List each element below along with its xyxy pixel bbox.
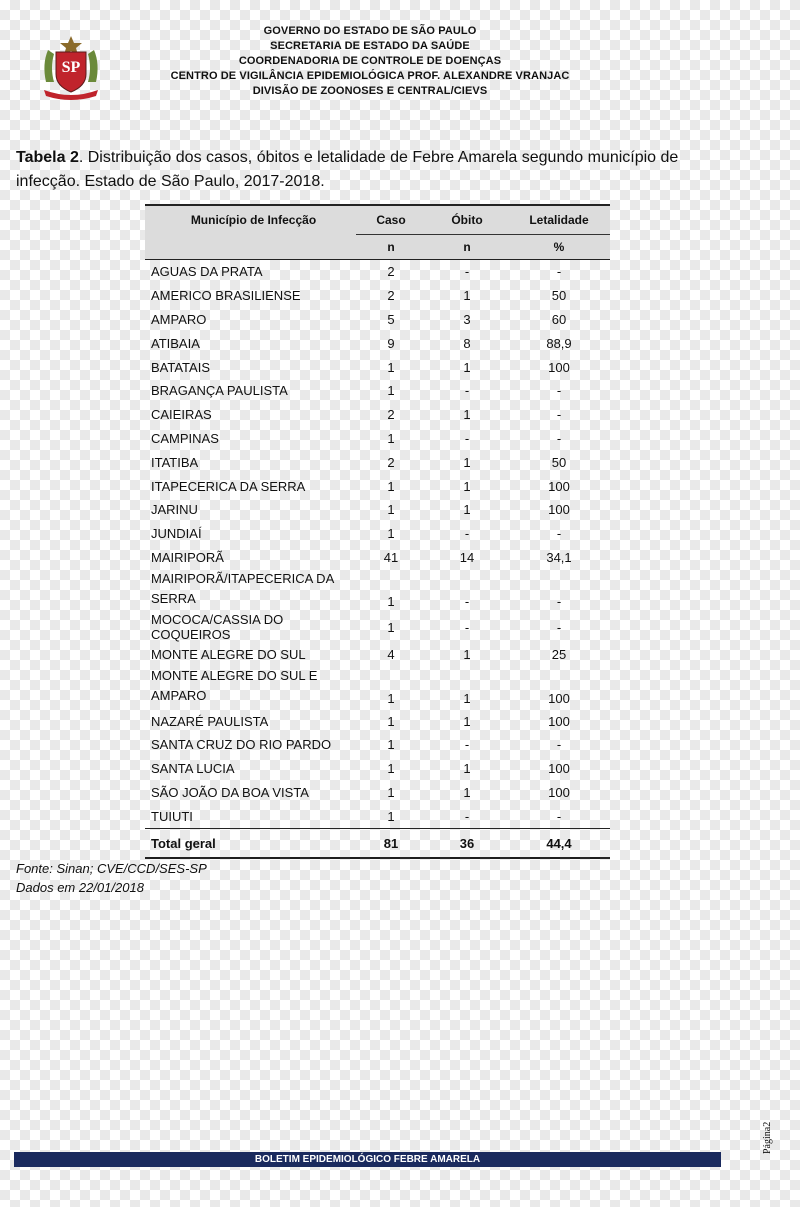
column-header-obito: Óbito (426, 205, 508, 235)
table-row (145, 498, 610, 522)
cell-letalidade: 100 (548, 713, 570, 729)
cell-letalidade: 100 (548, 478, 570, 494)
cell-municipio: ITATIBA (151, 454, 199, 470)
table-row (145, 474, 610, 498)
cell-caso: 1 (387, 737, 395, 753)
cell-municipio: TUIUTI (151, 808, 193, 824)
total-label: Total geral (145, 829, 356, 859)
table-row (145, 733, 610, 757)
cell-municipio: SANTA LUCIA (151, 761, 235, 777)
cell-municipio: NAZARÉ PAULISTA (151, 713, 269, 729)
cell-obito: 1 (463, 784, 471, 800)
table-row (145, 781, 610, 805)
cell-letalidade: - (556, 619, 562, 635)
header-line-2: SECRETARIA DE ESTADO DA SAÚDE (270, 40, 470, 52)
cell-caso: 1 (387, 619, 395, 635)
cell-letalidade: 25 (551, 646, 567, 662)
cell-obito: 1 (463, 646, 471, 662)
cell-obito: - (464, 808, 470, 824)
cell-caso: 2 (387, 264, 395, 280)
cell-caso: 1 (387, 713, 395, 729)
cell-obito: 14 (459, 549, 475, 565)
cell-caso: 1 (387, 594, 395, 610)
cell-caso: 2 (387, 407, 395, 423)
header-line-4: CENTRO DE VIGILÂNCIA EPIDEMIOLÓGICA PROF. ALEXANDRE VRANJAC (170, 70, 570, 82)
table-row (145, 308, 610, 332)
cell-municipio: AMPARO (151, 311, 207, 327)
cell-letalidade: - (556, 383, 562, 399)
table-row (145, 403, 610, 427)
table-total-row (145, 829, 610, 859)
emblem-letters: SP (61, 59, 81, 76)
cell-obito: 1 (463, 359, 471, 375)
cell-letalidade: 100 (548, 502, 570, 518)
cell-obito: - (464, 383, 470, 399)
cell-obito: - (464, 594, 470, 610)
table-row (145, 260, 610, 284)
cell-letalidade: - (556, 737, 562, 753)
cell-municipio: MONTE ALEGRE DO SUL E AMPARO (151, 668, 318, 704)
cell-obito: - (464, 526, 470, 542)
cell-obito: 8 (463, 335, 471, 351)
cell-caso: 1 (387, 761, 395, 777)
cell-obito: 1 (463, 407, 471, 423)
total-obito: 36 (426, 829, 508, 859)
table-row (145, 379, 610, 403)
cell-obito: 1 (463, 288, 471, 304)
cell-municipio: CAMPINAS (151, 430, 219, 446)
column-header-caso: Caso (356, 205, 426, 235)
cell-caso: 41 (383, 549, 399, 565)
cell-municipio: MOCOCA/CASSIA DO COQUEIROS (151, 612, 284, 643)
table-row (145, 355, 610, 379)
table-body (145, 260, 610, 859)
page-number-text: Página2 (762, 1121, 773, 1154)
cell-obito: 3 (463, 311, 471, 327)
cell-caso: 1 (387, 383, 395, 399)
sp-coat-of-arms-emblem (38, 34, 104, 102)
cell-municipio: MAIRIPORÃ/ITAPECERICA DA SERRA (151, 571, 334, 607)
table-row (145, 331, 610, 355)
cell-letalidade: - (556, 808, 562, 824)
cell-letalidade: 50 (551, 288, 567, 304)
cell-letalidade: 100 (548, 691, 570, 707)
bulletin-footer-bar: BOLETIM EPIDEMIOLÓGICO FEBRE AMARELA (14, 1152, 721, 1167)
cell-obito: 1 (463, 502, 471, 518)
cell-municipio: MONTE ALEGRE DO SUL (151, 646, 306, 662)
cell-letalidade: 60 (551, 311, 567, 327)
cell-municipio: CAIEIRAS (151, 407, 212, 423)
cell-caso: 4 (387, 646, 395, 662)
total-caso: 81 (356, 829, 426, 859)
cell-caso: 9 (387, 335, 395, 351)
table-row (145, 569, 610, 612)
cell-obito: - (464, 430, 470, 446)
subheader-obito-unit: n (426, 235, 508, 260)
cell-municipio: AMERICO BRASILIENSE (151, 288, 301, 304)
table-row (145, 709, 610, 733)
cell-letalidade: - (556, 264, 562, 280)
table-caption (16, 146, 736, 194)
caption-text: . Distribuição dos casos, óbitos e letalidade de Febre Amarela segundo município de infecção. Estado de São Paulo, 2017-2018. (16, 149, 679, 190)
cell-municipio: SÃO JOÃO DA BOA VISTA (151, 784, 309, 800)
cell-caso: 1 (387, 808, 395, 824)
cell-obito: 1 (463, 761, 471, 777)
cell-caso: 2 (387, 454, 395, 470)
page-number (762, 1110, 800, 1154)
cell-caso: 1 (387, 430, 395, 446)
yellow-fever-cases-table (145, 204, 610, 859)
cell-municipio: JUNDIAÍ (151, 526, 202, 542)
cell-letalidade: - (556, 430, 562, 446)
table-row (145, 284, 610, 308)
table-row (145, 804, 610, 828)
cell-obito: 1 (463, 713, 471, 729)
cell-obito: 1 (463, 691, 471, 707)
cell-municipio: JARINU (151, 502, 198, 518)
cell-caso: 1 (387, 478, 395, 494)
cell-caso: 1 (387, 359, 395, 375)
cell-obito: - (464, 264, 470, 280)
cell-obito: - (464, 619, 470, 635)
cell-letalidade: 88,9 (546, 335, 572, 351)
cell-obito: - (464, 737, 470, 753)
cell-caso: 1 (387, 784, 395, 800)
cell-letalidade: 34,1 (546, 549, 572, 565)
footnote-source: Fonte: Sinan; CVE/CCD/SES-SP (16, 861, 207, 876)
cell-letalidade: 100 (548, 784, 570, 800)
table-row (145, 642, 610, 666)
cell-municipio: BATATAIS (151, 359, 210, 375)
table-row (145, 757, 610, 781)
cell-municipio: MAIRIPORÃ (151, 549, 224, 565)
cell-letalidade: 100 (548, 761, 570, 777)
table-row (145, 427, 610, 451)
table-subheader-row (145, 235, 610, 260)
cell-municipio: BRAGANÇA PAULISTA (151, 383, 288, 399)
cell-caso: 2 (387, 288, 395, 304)
cell-obito: 1 (463, 454, 471, 470)
cell-letalidade: - (556, 594, 562, 610)
cell-municipio: SANTA CRUZ DO RIO PARDO (151, 737, 332, 753)
header-line-5: DIVISÃO DE ZOONOSES E CENTRAL/CIEVS (252, 85, 488, 97)
cell-caso: 5 (387, 311, 395, 327)
subheader-letalidade-unit: % (508, 235, 610, 260)
cell-municipio: ITAPECERICA DA SERRA (151, 478, 306, 494)
cell-obito: 1 (463, 478, 471, 494)
cell-caso: 1 (387, 691, 395, 707)
table-row (145, 546, 610, 570)
table-row (145, 450, 610, 474)
cell-letalidade: 100 (548, 359, 570, 375)
subheader-caso-unit: n (356, 235, 426, 260)
column-header-letalidade: Letalidade (508, 205, 610, 235)
table-header-row (145, 205, 610, 235)
cell-letalidade: 50 (551, 454, 567, 470)
table-row (145, 666, 610, 709)
cell-municipio: AGUAS DA PRATA (151, 264, 263, 280)
institution-header (130, 24, 610, 99)
table-row (145, 522, 610, 546)
header-line-1: GOVERNO DO ESTADO DE SÃO PAULO (263, 25, 477, 37)
cell-caso: 1 (387, 526, 395, 542)
table-footnote (16, 859, 207, 897)
column-header-municipio: Município de Infecção (145, 205, 356, 235)
total-letalidade: 44,4 (508, 829, 610, 859)
caption-label: Tabela 2 (16, 149, 79, 166)
cell-letalidade: - (556, 526, 562, 542)
cell-letalidade: - (556, 407, 562, 423)
footnote-date: Dados em 22/01/2018 (16, 880, 144, 895)
cell-caso: 1 (387, 502, 395, 518)
cell-municipio: ATIBAIA (151, 335, 200, 351)
header-line-3: COORDENADORIA DE CONTROLE DE DOENÇAS (238, 55, 502, 67)
subheader-municipio (145, 235, 356, 260)
table-row (145, 612, 610, 642)
